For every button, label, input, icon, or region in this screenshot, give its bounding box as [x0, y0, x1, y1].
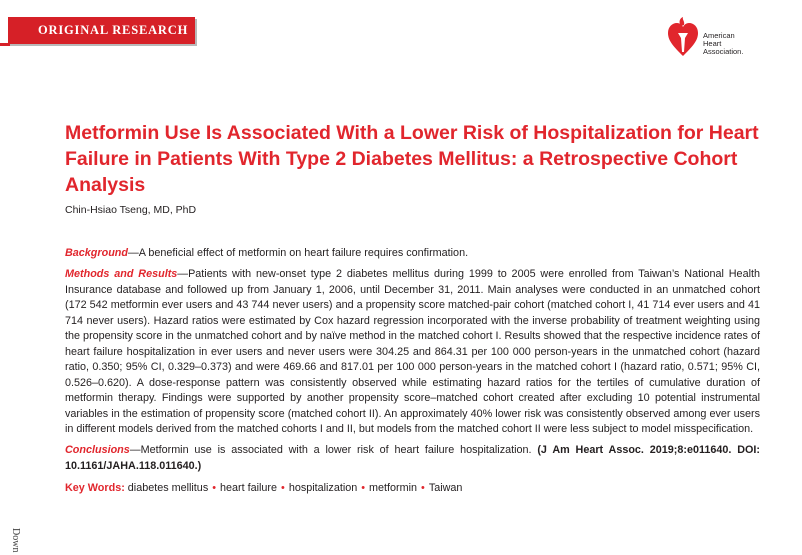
aha-logo	[666, 16, 766, 64]
bullet-separator: •	[212, 482, 216, 494]
methods-label: Methods and Results	[65, 268, 178, 280]
keyword: heart failure	[220, 482, 278, 494]
heart-torch-icon	[666, 16, 700, 58]
conclusions-label: Conclusions	[65, 444, 130, 456]
article-title: Metformin Use Is Associated With a Lower Risk of Hospitalization for Heart Failure in Patients With Type 2 Diabetes Mellitus: a Retrospective Cohort Analysis	[65, 122, 759, 196]
keywords-label: Key Words:	[65, 482, 125, 494]
keyword: metformin	[369, 482, 418, 494]
logo-line: American	[703, 31, 735, 40]
section-banner	[8, 17, 195, 44]
keyword: Taiwan	[428, 482, 463, 494]
logo-wordmark	[703, 32, 743, 56]
bullet-separator: •	[281, 482, 285, 494]
section-label: ORIGINAL RESEARCH	[38, 23, 189, 37]
keyword: hospitalization	[288, 482, 358, 494]
abstract	[65, 246, 760, 502]
citation: (J Am Heart Assoc. 2019;8:e011640. DOI: 10.1161/JAHA.118.011640.)	[65, 444, 760, 472]
background-label: Background	[65, 247, 128, 259]
keyword: diabetes mellitus	[127, 482, 209, 494]
author-line: Chin-Hsiao Tseng, MD, PhD	[65, 204, 197, 216]
keywords-line	[65, 481, 760, 497]
methods-paragraph	[65, 267, 760, 438]
background-paragraph	[65, 246, 760, 262]
bullet-separator: •	[421, 482, 425, 494]
logo-line: Association.	[703, 47, 744, 56]
conclusions-text: —Metformin use is associated with a lower risk of heart failure hospitalization.	[129, 444, 538, 456]
margin-download-text: Down	[10, 528, 21, 553]
logo-line: Heart	[703, 39, 722, 48]
background-text: —A beneficial effect of metformin on heart failure requires confirmation.	[128, 247, 469, 259]
bullet-separator: •	[361, 482, 366, 494]
conclusions-paragraph	[65, 443, 760, 474]
methods-text: —Patients with new-onset type 2 diabetes mellitus during 1999 to 2005 were enrolled from Taiwan’s National Health Insurance database and followed up from January 1, 2006, until December 31, 2011. Main analyses were conducted in an unmatched cohort (172 542 metformin ever users and 43 744 never users) and a propensity score matched-pair cohort (matched cohort I, 41 714 ever users and 41 714 never users). Hazard ratios were estimated by Cox hazard regression incorporated with the inverse probability of treatment weighting using the propensity score in the unmatched cohort and by naïve method in the matched cohort I. Results showed that the respective incidence rates of heart failure hospitalization in ever users and never users were 304.25 and 864.31 per 100 000 person-years in the unmatched cohort (hazard ratio, 0.350; 95% CI, 0.329–0.373) and were 469.66 and 817.01 per 100 000 person-years in the matched cohort I (hazard ratio, 0.571; 95% CI, 0.526–0.620). A dose-response pattern was consistently observed while estimating hazard ratios for the tertiles of cumulative duration of metformin therapy. Findings were supported by another propensity score–matched cohort created after excluding 10 potential instrumental variables in the estimation of propensity score (matched cohort II). An approximately 40% lower risk was consistently observed among ever users in different models derived from the matched cohorts I and II, but models from the matched cohort II were less subject to model misspecification.	[65, 268, 760, 435]
